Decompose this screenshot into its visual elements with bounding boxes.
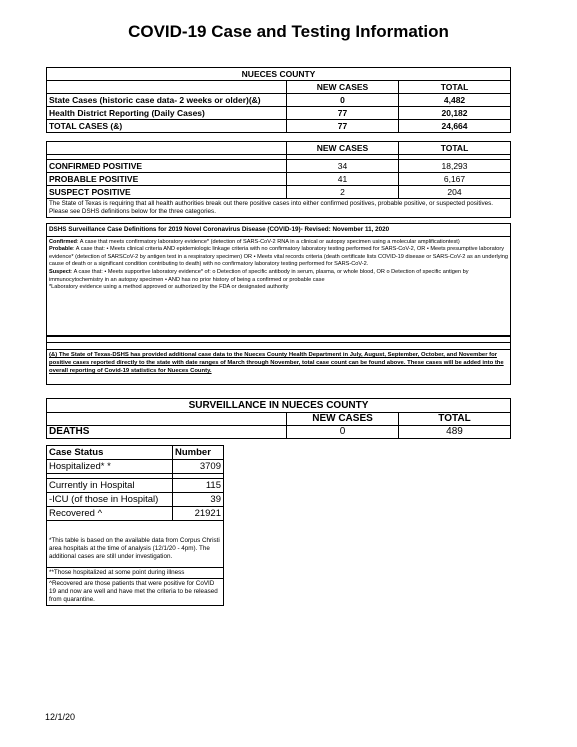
confirmed-text: : A case that meets confirmatory laboratory evidence* (detection of SARS-CoV-2 RNA in a clinical or autopsy specimen using a molecular amplificationtest) [76,238,460,245]
table-row [47,507,224,521]
table-row [47,120,511,133]
row-total: 20,182 [399,107,511,120]
probable-label: Probable [49,246,73,253]
definitions-heading [47,224,510,237]
row-label: State Cases (historic case data- 2 weeks or older)(&) [47,94,287,107]
row-new: 77 [287,107,399,120]
row-label: TOTAL CASES (&) [47,120,287,133]
surveillance-table [46,398,511,439]
status-label: Recovered ^ [47,507,173,521]
suspect-definition [49,269,508,284]
table-row [47,426,511,439]
nueces-county-header: NUECES COUNTY [47,68,511,81]
report-date: 12/1/20 [45,712,76,722]
definitions-body [47,237,510,294]
table-row [47,173,511,186]
row-total: 18,293 [399,160,511,173]
state-note-box [46,335,511,385]
table-row [47,479,224,493]
row-total: 6,167 [399,173,511,186]
confirmed-definition [49,239,508,247]
status-label: Currently in Hospital [47,479,173,493]
definitions-heading-text: DSHS Surveillance Case Definitions for 2019 Novel Coronavirus Disease (COVID-19)- Revised: November 11, 2020 [49,226,390,233]
deaths-new: 0 [287,426,399,439]
status-label: Hospitalized* * [47,460,173,474]
confirmed-label: Confirmed [49,238,77,245]
status-label: -ICU (of those in Hospital) [47,493,173,507]
probable-text: : A case that: • Meets clinical criteria AND epidemiologic linkage criteria with no confirmatory laboratory testing performed for SARS-CoV-2, OR • Meets presumptive laboratory evidence* (detection of SARSCoV-2 by antigen test in a respiratory specimen) OR • Meets vital records criteria (death certificate lists COVID-19 disease or SARS-CoV-2 as an underlying cause of death or a significant condition contributing to death) with no confirmatory laboratory testing performed for SARS-CoV-2. [49,246,508,268]
row-label: Health District Reporting (Daily Cases) [47,107,287,120]
status-note-hospitalized: **Those hospitalized at some point during illness [47,568,224,579]
status-note-hospital-data: *This table is based on the available data from Corpus Christi area hospitals at the time of analysis (12/1/20 - 4pm). The additional cases are still under investigation. [47,521,224,568]
surveillance-col-new: NEW CASES [287,413,399,426]
table-row [47,94,511,107]
nueces-blank-cell [47,81,287,94]
surveillance-col-total: TOTAL [399,413,511,426]
row-label: SUSPECT POSITIVE [47,186,287,199]
nueces-col-new: NEW CASES [287,81,399,94]
status-value: 3709 [173,460,224,474]
state-note-spacer [47,336,510,343]
nueces-county-table [46,67,511,133]
row-new: 2 [287,186,399,199]
row-label: PROBABLE POSITIVE [47,173,287,186]
definitions-box [46,223,511,337]
positives-note: The State of Texas is requiring that all health authorities break out there positive cases into either confirmed positives, probable positive, or suspected positives. Please see DSHS definitions below for the three categories. [47,199,511,218]
suspect-text: : A case that: • Meets supportive laboratory evidence* of: o Detection of specific antibody in serum, plasma, or whole blood, OR o Detection of specific antigen by immunocytochemistry in an autopsy specimen • AND has no prior history of being a confirmed or probable case [49,268,469,283]
status-value: 39 [173,493,224,507]
row-total: 204 [399,186,511,199]
table-row [47,107,511,120]
case-status-table [46,445,224,606]
row-new: 34 [287,160,399,173]
table-row [47,186,511,199]
status-value: 115 [173,479,224,493]
probable-definition [49,246,508,269]
positives-col-new: NEW CASES [287,142,399,155]
page-title: COVID-19 Case and Testing Information [128,22,449,41]
table-row [47,460,224,474]
state-note: (&) The State of Texas-DSHS has provided additional case data to the Nueces County Health Department in July, August, September, October, and November for positive cases reported directly to the state with date ranges of March through November, total case count can be found above. These cases will be added into the overall reporting of Covid-19 statistics for Nueces County. [49,352,504,374]
nueces-col-total: TOTAL [399,81,511,94]
positives-blank-cell [47,142,287,155]
row-total: 24,664 [399,120,511,133]
row-new: 41 [287,173,399,186]
suspect-label: Suspect [49,268,71,275]
number-col: Number [173,446,224,460]
surveillance-blank-cell [47,413,287,426]
table-row [47,160,511,173]
row-new: 77 [287,120,399,133]
row-label: CONFIRMED POSITIVE [47,160,287,173]
deaths-label: DEATHS [47,426,287,439]
case-status-col: Case Status [47,446,173,460]
status-note-recovered: ^Recovered are those patients that were positive for CoVID 19 and now are well and have met the criteria to be released from quarantine. [47,579,224,606]
definitions-footnote: *Laboratory evidence using a method approved or authorized by the FDA or designated authority [49,284,289,291]
positives-col-total: TOTAL [399,142,511,155]
table-row [47,493,224,507]
positives-table [46,141,511,218]
row-new: 0 [287,94,399,107]
row-total: 4,482 [399,94,511,107]
state-note-spacer [47,343,510,350]
status-value: 21921 [173,507,224,521]
surveillance-header: SURVEILLANCE IN NUECES COUNTY [47,399,511,413]
deaths-total: 489 [399,426,511,439]
